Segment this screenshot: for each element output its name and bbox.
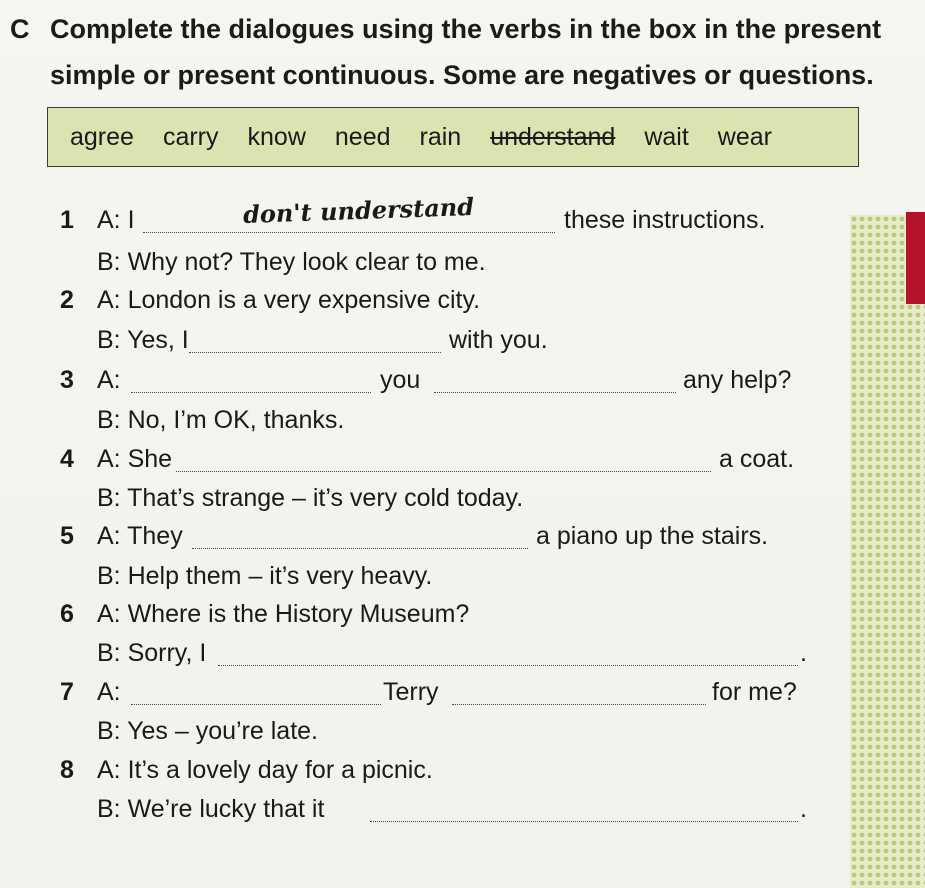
verb-word: rain — [419, 122, 462, 151]
dialogue-2-blank[interactable] — [189, 352, 441, 353]
dialogue-7-blank-1[interactable] — [131, 704, 381, 705]
dialogue-4-blank[interactable] — [176, 471, 711, 472]
dialogue-5-line-b: B: Help them – it’s very heavy. — [97, 562, 433, 590]
verb-word: agree — [70, 122, 134, 151]
verb-word-crossed-out: understand — [490, 122, 616, 151]
decorative-red-tab — [906, 212, 925, 304]
verb-word: carry — [162, 122, 219, 151]
dialogue-4-line-a-start: A: She — [97, 445, 173, 473]
instructions-line-1: Complete the dialogues using the verbs in the box in the present — [50, 14, 882, 44]
dialogue-5-line-a-end: a piano up the stairs. — [536, 522, 769, 550]
dialogue-1-blank[interactable] — [143, 232, 555, 233]
dialogue-5-line-a-start: A: They — [97, 522, 183, 550]
dialogue-number: 1 — [60, 206, 74, 234]
verb-word: need — [334, 122, 391, 151]
dialogue-3-line-a-middle: you — [380, 366, 421, 394]
instructions-line-2: simple or present continuous. Some are negatives or questions. — [50, 60, 874, 90]
dialogue-4-line-a-end: a coat. — [719, 445, 795, 473]
verb-word: wear — [717, 122, 772, 151]
dialogue-number: 5 — [60, 522, 74, 550]
dialogue-7-line-b: B: Yes – you’re late. — [97, 717, 318, 745]
dialogue-3-line-a-start: A: — [97, 366, 121, 394]
dialogue-1-line-a-end: these instructions. — [564, 206, 766, 234]
dialogue-4-line-b: B: That’s strange – it’s very cold today. — [97, 484, 524, 512]
dialogue-number: 7 — [60, 678, 74, 706]
dialogue-7-line-a-middle: Terry — [383, 678, 439, 706]
dialogue-number: 3 — [60, 366, 74, 394]
dialogue-1-handwritten-answer: don't understand — [242, 191, 475, 230]
dialogue-2-line-b-end: with you. — [449, 326, 548, 354]
dialogue-number: 4 — [60, 445, 74, 473]
dialogue-7-line-a-end: for me? — [712, 678, 797, 706]
dialogue-8-line-a: A: It’s a lovely day for a picnic. — [97, 756, 433, 784]
dialogue-3-line-b: B: No, I’m OK, thanks. — [97, 406, 345, 434]
dialogue-6-line-b-start: B: Sorry, I — [97, 639, 207, 667]
dialogue-number: 2 — [60, 286, 74, 314]
dialogue-3-blank-1[interactable] — [131, 392, 371, 393]
dialogue-8-line-b-start: B: We’re lucky that it — [97, 795, 325, 823]
dialogue-1-line-b: B: Why not? They look clear to me. — [97, 248, 486, 276]
dialogue-2-line-b-start: B: Yes, I — [97, 326, 189, 354]
verb-box — [47, 107, 859, 167]
dialogue-5-blank[interactable] — [192, 548, 528, 549]
verb-word: know — [247, 122, 306, 151]
dialogue-2-line-a: A: London is a very expensive city. — [97, 286, 481, 314]
dialogue-3-blank-2[interactable] — [434, 392, 676, 393]
dialogue-number: 8 — [60, 756, 74, 784]
dialogue-7-blank-2[interactable] — [452, 704, 706, 705]
dialogue-1-line-a-start: A: I — [97, 206, 135, 234]
dialogue-3-line-a-end: any help? — [683, 366, 792, 394]
exercise-letter: C — [10, 14, 30, 44]
verb-word: wait — [644, 122, 689, 151]
dialogue-number: 6 — [60, 600, 74, 628]
dialogue-6-line-a: A: Where is the History Museum? — [97, 600, 470, 628]
dialogue-6-line-b-end: . — [800, 639, 807, 667]
dialogue-7-line-a-start: A: — [97, 678, 121, 706]
dialogue-6-blank[interactable] — [218, 665, 798, 666]
dialogue-8-blank[interactable] — [370, 821, 798, 822]
dialogue-8-line-b-end: . — [800, 795, 807, 823]
decorative-dotted-strip — [850, 215, 925, 888]
